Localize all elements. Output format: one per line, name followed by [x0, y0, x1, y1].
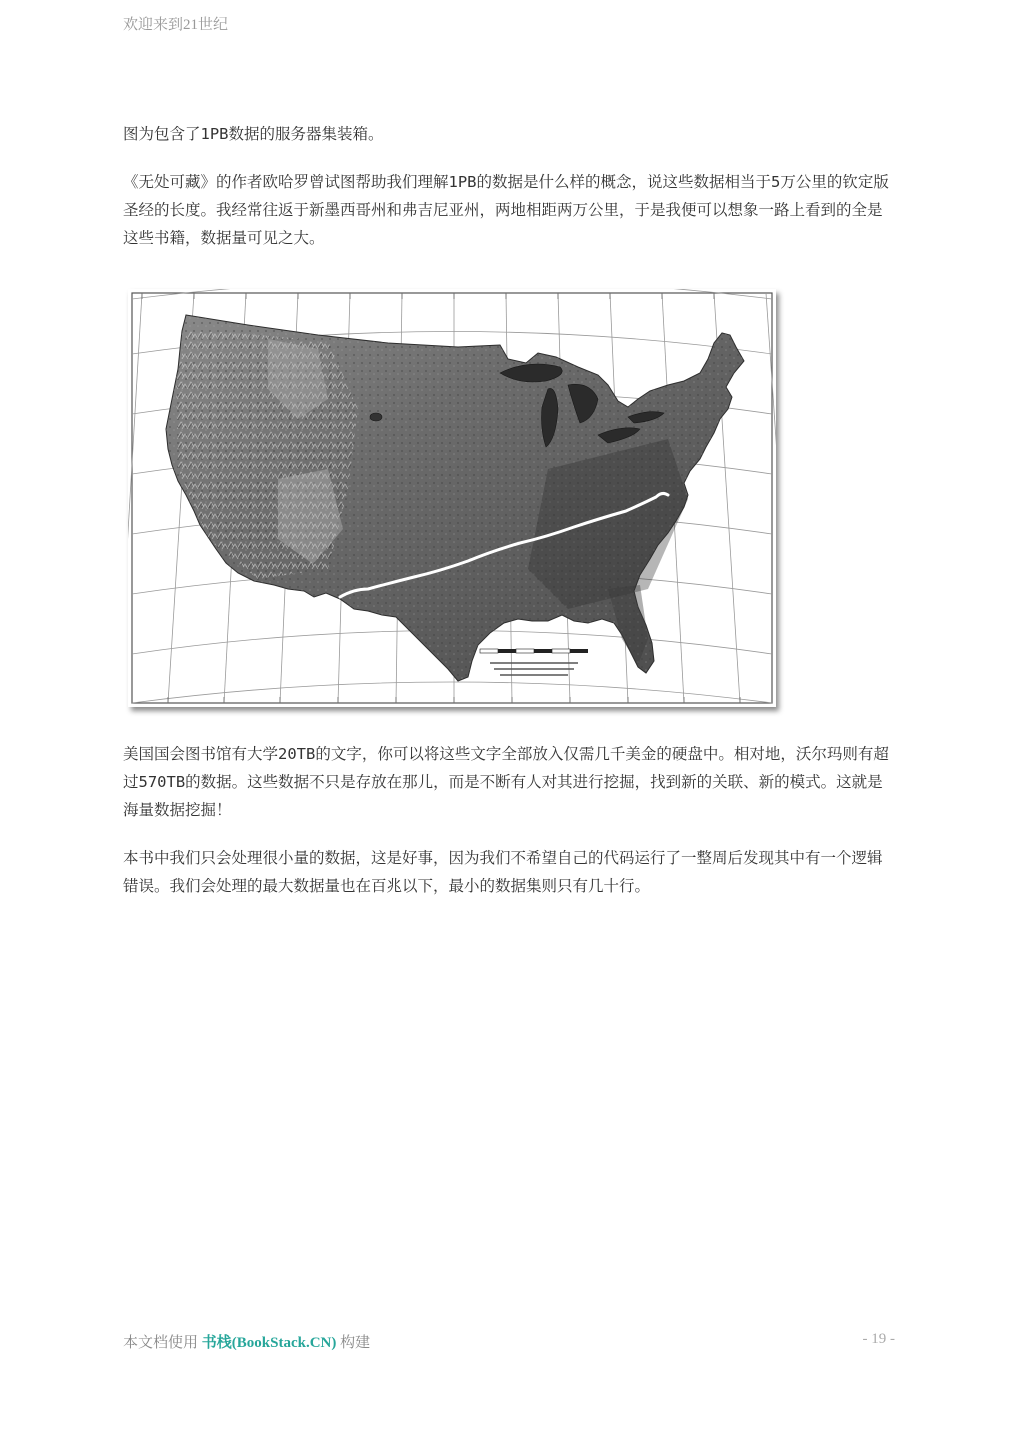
page-number: - 19 -: [862, 1331, 895, 1347]
paragraph-petabyte-analogy: 《无处可藏》的作者欧哈罗曾试图帮助我们理解1PB的数据是什么样的概念，说这些数据相当于5万公里的钦定版圣经的长度。我经常往返于新墨西哥州和弗吉尼亚州，两地相距两万公里，于是我便可以想象一路上看到的全是这些书籍，数据量可见之大。: [123, 173, 889, 247]
running-header: 欢迎来到21世纪: [123, 17, 229, 33]
paragraph-library-of-congress: 美国国会图书馆有大学20TB的文字，你可以将这些文字全部放入仅需几千美金的硬盘中。相对地，沃尔玛则有超过570TB的数据。这些数据不只是存放在那儿，而是不断有人对其进行挖掘，找到新的关联、新的模式。这就是海量数据挖掘！: [123, 745, 889, 819]
paragraph-book-data-scale: 本书中我们只会处理很小量的数据，这是好事，因为我们不希望自己的代码运行了一整周后发现其中有一个逻辑错误。我们会处理的最大数据量也在百兆以下，最小的数据集则只有几十行。: [123, 849, 883, 895]
footer-prefix: 本文档使用: [123, 1335, 199, 1351]
footer-suffix: 构建: [340, 1335, 371, 1351]
footer-credit: [123, 1331, 370, 1352]
paragraph-server-container: 图为包含了1PB数据的服务器集装箱。: [123, 125, 384, 143]
us-relief-map-image: [128, 289, 776, 707]
bookstack-link[interactable]: 书栈(BookStack.CN): [201, 1335, 337, 1351]
